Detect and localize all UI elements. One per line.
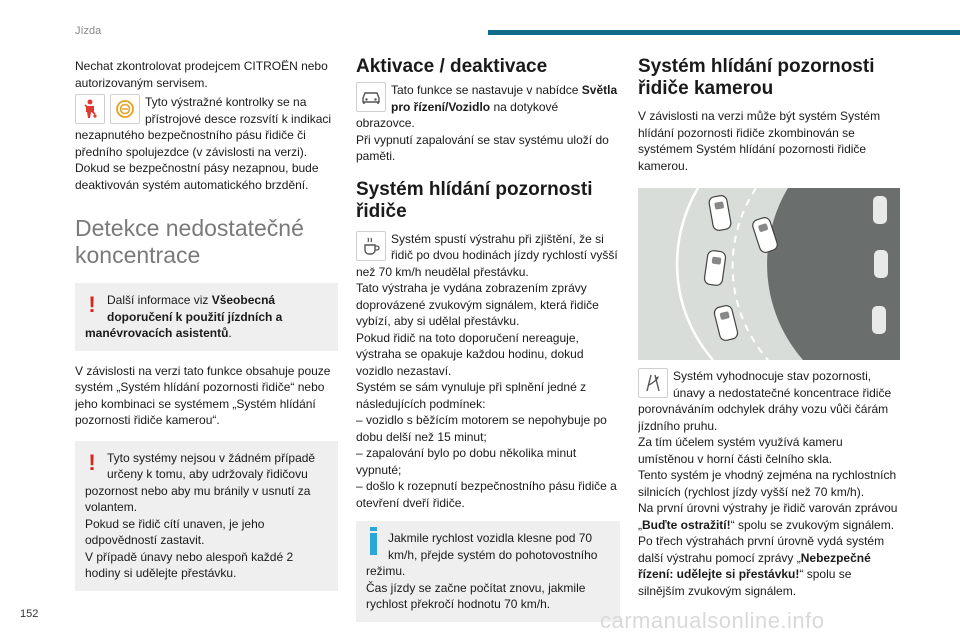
- page-number: 152: [20, 608, 39, 620]
- airbag-warning-icon: [110, 94, 140, 124]
- camera-location-text: Za tím účelem systém využívá kameru umístěnou v horní části čelního skla.: [638, 435, 843, 466]
- alert-paragraph-3: Pokud řidič na toto doporučení nereaguje, výstraha se opakuje každou hodinu, dokud vozidlo nezastaví.: [356, 330, 584, 378]
- section-title: Jízda: [75, 25, 102, 37]
- level1-message: Buďte ostražití!: [642, 517, 731, 532]
- column-3: [638, 56, 900, 599]
- car-settings-icon: [356, 82, 386, 112]
- level1-suffix: “ spolu se zvukovým signálem.: [730, 517, 895, 532]
- lane-drift-illustration: [638, 188, 900, 360]
- alert-block: [356, 231, 620, 281]
- settings-suffix: na dotykové obrazovce.: [356, 99, 559, 130]
- intro-text: Nechat zkontrolovat prodejcem CITROËN nebo autorizovaným servisem.: [75, 59, 328, 90]
- note1-suffix: .: [228, 326, 232, 340]
- level1-alert-text: [638, 500, 900, 533]
- road-suitability-text: Tento systém je vhodný zejména na rychlostních silnicích (rychlost jízdy vyšší než 70 km/h).: [638, 468, 897, 499]
- reset-condition-2: – zapalování bylo po dobu několika minut vypnuté;: [356, 446, 577, 477]
- seatbelt-warning-icon: [75, 94, 105, 124]
- warning-lights-block: [75, 94, 338, 160]
- camera-intro: V závislosti na verzi může být systém Systém hlídání pozornosti řidiče zkombinován se systémem Systém hlídání pozornosti řidiče kamerou.: [638, 109, 881, 173]
- activation-heading: Aktivace / deaktivace: [356, 56, 548, 77]
- warning-exclamation-icon: !: [88, 292, 96, 317]
- column-2: [356, 56, 620, 634]
- note1-reference: Všeobecná doporučení k použití jízdních a manévrovacích asistentů: [85, 293, 283, 340]
- settings-block: [356, 82, 620, 132]
- info-paragraph-2: Čas jízdy se začne počítat znovu, jakmile rychlost překročí hodnotu 70 km/h.: [366, 580, 586, 611]
- brake-text: Dokud se bezpečnostní pásy nezapnou, bude deaktivován systém automatického brzdění.: [75, 161, 319, 192]
- reset-intro: Systém se sám vynuluje při splnění jedné z následujících podmínek:: [356, 380, 587, 411]
- alert-paragraph-2: Tato výstraha je vydána zobrazením zprávy doprovázené zvukovým signálem, která řidiče vybízí, aby si udělal přestávku.: [356, 281, 599, 328]
- alert-paragraph-1: Systém spustí výstrahu při zjištění, že si řidič po dvou hodinách jízdy rychlostí vyšší než 70 km/h neudělal přestávku.: [356, 231, 618, 279]
- level1-prefix: Na první úrovni výstrahy je řidič varován zprávou „: [638, 501, 898, 532]
- reset-condition-1: – vozidlo s běžícím motorem se nepohybuje po dobu delší než 15 minut;: [356, 413, 607, 444]
- level2-message: Nebezpečné řízení: udělejte si přestávku!: [638, 550, 871, 581]
- warning-lights-text: Tyto výstražné kontrolky se na přístrojové desce rozsvítí k indikaci nezapnutého bezpečnostního pásu řidiče či předního spolujezdce (v závislosti na verzi).: [75, 95, 332, 159]
- note-general-recommendations: [75, 283, 338, 351]
- column-1: [75, 58, 338, 603]
- note1-prefix: Další informace viz: [107, 293, 212, 307]
- note2-paragraph-1: Tyto systémy nejsou v žádném případě určeny k tomu, aby udržovaly řidičovu pozornost nebo aby mu bránily v usnutí za volantem.: [85, 450, 316, 514]
- header-accent-bar: [488, 30, 960, 35]
- watermark: carmanualsonline.info: [600, 608, 825, 633]
- settings-menu-vehicle: Vozidlo: [448, 99, 491, 114]
- warning-exclamation-icon: !: [88, 449, 96, 475]
- level2-alert-text: [638, 533, 900, 599]
- driver-attention-heading: Systém hlídání pozornosti řidiče: [356, 178, 593, 222]
- note-fatigue-warning: [75, 441, 338, 591]
- variant-text: V závislosti na verzi tato funkce obsahuje pouze systém „Systém hlídání pozornosti řidiče“ nebo jeho kombinaci se systémem „Systém hlídání pozornosti řidiče kamerou“.: [75, 363, 331, 427]
- info-icon: [366, 530, 380, 560]
- level2-prefix: Po třech výstrahách první úrovně vydá systém další výstrahu pomocí zprávy „: [638, 534, 885, 565]
- reset-condition-3: – došlo k rozepnutí bezpečnostního pásu řidiče a otevření dveří řidiče.: [356, 479, 617, 510]
- info-paragraph-1: Jakmile rychlost vozidla klesne pod 70 km/h, přejde systém do pohotovostního režimu.: [366, 531, 598, 578]
- evaluation-block: [638, 368, 900, 434]
- lane-departure-icon: [638, 368, 668, 398]
- settings-separator: /: [445, 99, 449, 114]
- note2-paragraph-2: Pokud se řidič cítí unaven, je jeho odpovědností zastavit.: [85, 516, 265, 547]
- note-standby-info: [356, 521, 620, 622]
- coffee-cup-icon: [356, 231, 386, 261]
- note2-paragraph-3: V případě únavy nebo alespoň každé 2 hodiny si udělejte přestávku.: [85, 549, 294, 580]
- level2-suffix: “ spolu se silnějším zvukovým signálem.: [638, 567, 852, 598]
- memory-text: Při vypnutí zapalování se stav systému uloží do paměti.: [356, 132, 609, 163]
- section-heading: Detekce nedostatečné koncentrace: [75, 215, 304, 268]
- settings-menu-lights: Světla pro řízení: [391, 83, 618, 114]
- settings-prefix: Tato funkce se nastavuje v nabídce: [391, 83, 582, 97]
- evaluation-text: Systém vyhodnocuje stav pozornosti, únavy a nedostatečné koncentrace řidiče porovnáváním odchylek dráhy vozu vůči čárám jízdního pruhu.: [638, 369, 892, 433]
- camera-system-heading: Systém hlídání pozornosti řidiče kamerou: [638, 56, 875, 99]
